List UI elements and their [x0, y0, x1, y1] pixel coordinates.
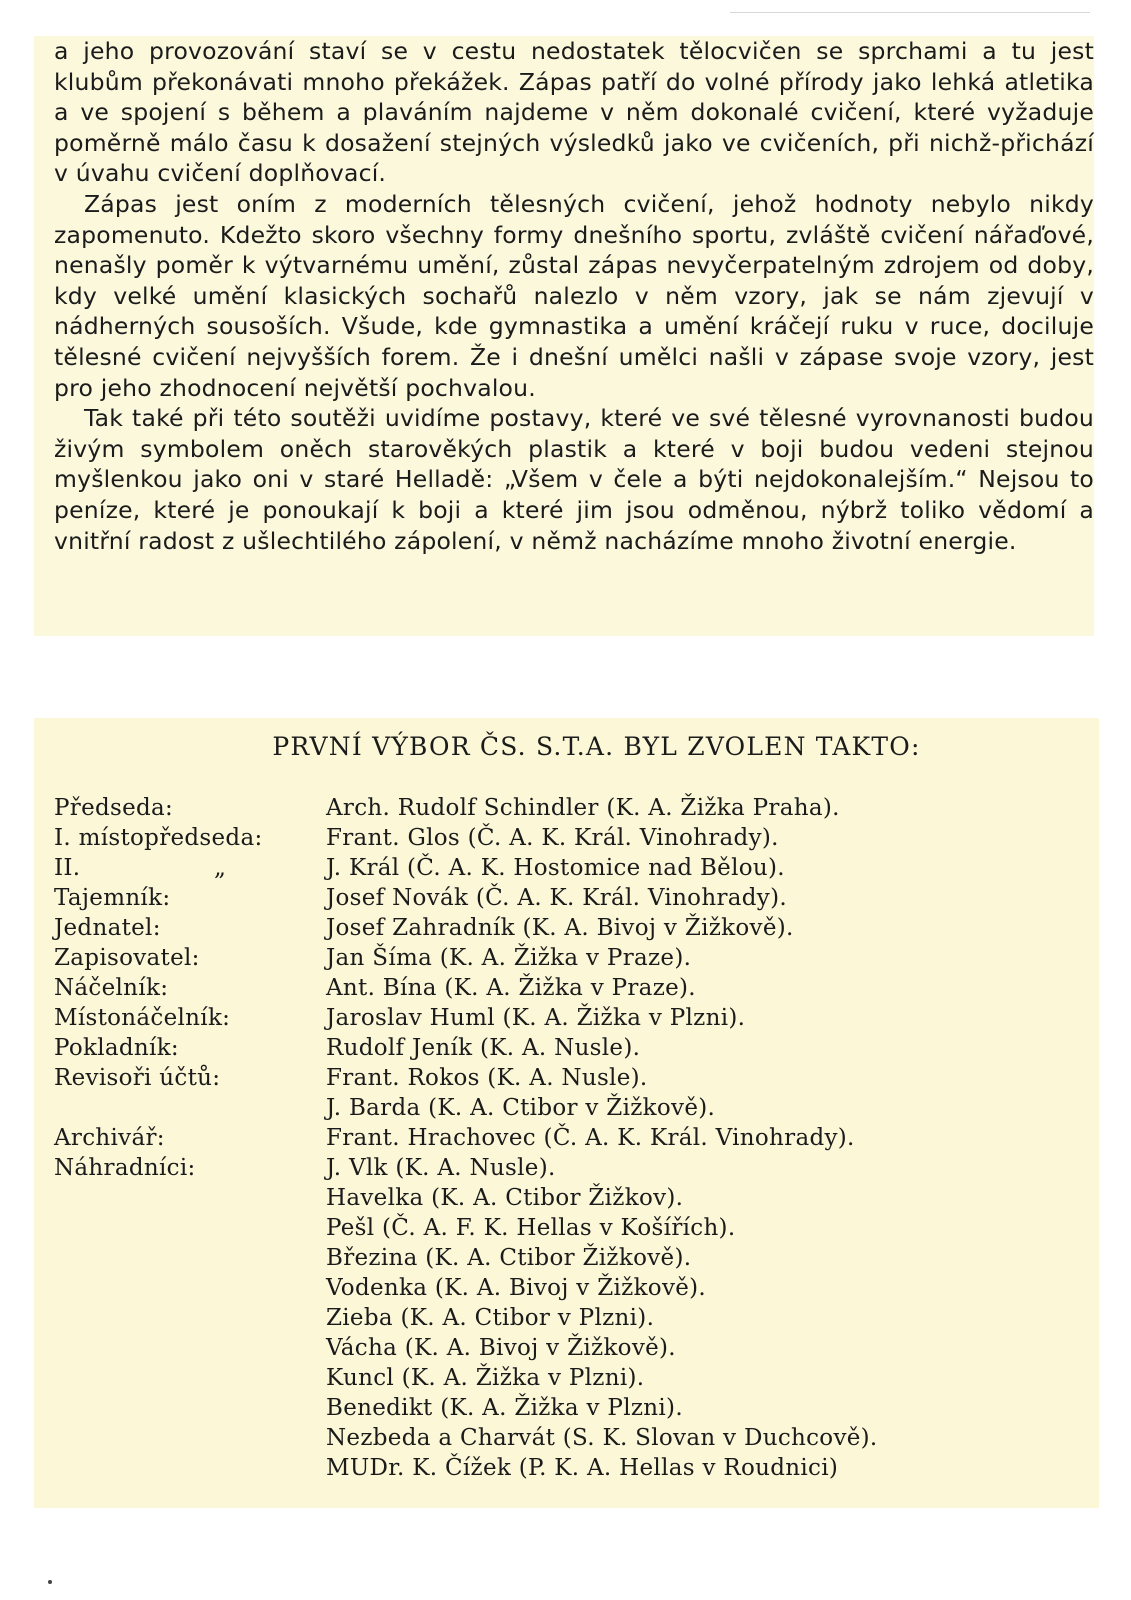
roster-row — [54, 883, 1094, 913]
roster-row — [54, 1033, 1094, 1063]
role-label — [54, 1273, 326, 1303]
roster-row — [54, 973, 1094, 1003]
member-name: Pešl (Č. A. F. K. Hellas v Košířích). — [326, 1215, 736, 1241]
role-label: Předseda: — [54, 795, 174, 821]
roster-row — [54, 853, 1094, 883]
member-name: Nezbeda a Charvát (S. K. Slovan v Duchcově). — [326, 1425, 878, 1451]
roster-row — [54, 1243, 1094, 1273]
member-name: Rudolf Jeník (K. A. Nusle). — [326, 1035, 641, 1061]
role-label — [54, 1393, 326, 1423]
member-name: MUDr. K. Čížek (P. K. A. Hellas v Roudnici) — [326, 1455, 839, 1481]
member-name: J. Barda (K. A. Ctibor v Žižkově). — [326, 1095, 716, 1121]
member-name: Kuncl (K. A. Žižka v Plzni). — [326, 1365, 645, 1391]
page-edge-line — [730, 12, 1090, 13]
member-name: Jaroslav Huml (K. A. Žižka v Plzni). — [326, 1005, 746, 1031]
paragraph-3: Tak také při této soutěži uvidíme postavy, které ve své tělesné vyrovnanosti budou živým symbolem oněch starověkých plastik a které v boji budou vedeni stejnou myšlenkou jako oni v staré Helladě: „Všem v čele a býti nejdokonalejším.“ Nejsou to peníze, které je ponoukají k boji a které jim jsou odměnou, nýbrž toliko vědomí a vnitřní radost z ušlechtilého zápolení, v němž nacházíme mnoho životní energie. — [54, 404, 1094, 555]
role-label — [54, 1213, 326, 1243]
member-name: Josef Zahradník (K. A. Bivoj v Žižkově). — [326, 915, 794, 941]
role-label: Pokladník: — [54, 1035, 179, 1061]
role-label — [54, 1453, 326, 1483]
role-label: Archivář: — [54, 1125, 165, 1151]
roster-row — [54, 1303, 1094, 1333]
roster-row — [54, 823, 1094, 853]
roster-row — [54, 1423, 1094, 1453]
member-name: Frant. Glos (Č. A. K. Král. Vinohrady). — [326, 825, 779, 851]
role-label: Revisoři účtů: — [54, 1065, 221, 1091]
role-label: Náčelník: — [54, 975, 169, 1001]
member-name: Březina (K. A. Ctibor Žižkově). — [326, 1245, 692, 1271]
member-name: J. Král (Č. A. K. Hostomice nad Bělou). — [326, 855, 785, 881]
role-label — [54, 1243, 326, 1273]
member-name: Frant. Rokos (K. A. Nusle). — [326, 1065, 648, 1091]
scan-speck — [48, 1580, 52, 1584]
member-name: Zieba (K. A. Ctibor v Plzni). — [326, 1305, 655, 1331]
member-name: Ant. Bína (K. A. Žižka v Praze). — [326, 975, 696, 1001]
role-label: I. místopředseda: — [54, 825, 263, 851]
committee-roster — [54, 793, 1094, 1483]
roster-row — [54, 1123, 1094, 1153]
role-label — [54, 1183, 326, 1213]
member-name: J. Vlk (K. A. Nusle). — [326, 1155, 556, 1181]
role-label: Jednatel: — [54, 915, 161, 941]
roster-row — [54, 793, 1094, 823]
role-label — [54, 853, 326, 883]
roster-row — [54, 1063, 1094, 1093]
roster-row — [54, 1273, 1094, 1303]
roster-row — [54, 1093, 1094, 1123]
paragraph-1: a jeho provozování staví se v cestu nedostatek tělocvičen se sprchami a tu jest klubům překonávati mnoho překážek. Zápas patří do volné přírody jako lehká atletika a ve spojení s během a plaváním najdeme v něm dokonalé cvičení, které vyžaduje poměrně málo času k dosažení stejných výsledků jako ve cvičeních, při nichž-přichází v úvahu cvičení doplňovací. — [54, 37, 1094, 188]
member-name: Josef Novák (Č. A. K. Král. Vinohrady). — [326, 885, 787, 911]
role-label — [54, 1093, 326, 1123]
ditto-mark: „ — [214, 855, 227, 881]
roster-row — [54, 1393, 1094, 1423]
role-number: II. — [54, 855, 81, 881]
committee-title: PRVNÍ VÝBOR ČS. S.T.A. BYL ZVOLEN TAKTO: — [272, 732, 921, 761]
role-label — [54, 1333, 326, 1363]
member-name: Jan Šíma (K. A. Žižka v Praze). — [326, 945, 692, 971]
role-label: Tajemník: — [54, 885, 171, 911]
member-name: Frant. Hrachovec (Č. A. K. Král. Vinohrady). — [326, 1125, 855, 1151]
roster-row — [54, 913, 1094, 943]
member-name: Benedikt (K. A. Žižka v Plzni). — [326, 1395, 683, 1421]
role-label: Náhradníci: — [54, 1155, 196, 1181]
member-name: Vácha (K. A. Bivoj v Žižkově). — [326, 1335, 676, 1361]
role-label — [54, 1363, 326, 1393]
roster-row — [54, 1363, 1094, 1393]
roster-row — [54, 1183, 1094, 1213]
committee-box — [34, 718, 1099, 1508]
role-label — [54, 1423, 326, 1453]
role-label: Místonáčelník: — [54, 1005, 231, 1031]
roster-row — [54, 1153, 1094, 1183]
paragraph-2: Zápas jest oním z moderních tělesných cvičení, jehož hodnoty nebylo nikdy zapomenuto. Kdežto skoro všechny formy dnešního sportu, zvláště cvičení nářaďové, nenašly poměr k výtvarnému umění, zůstal zápas nevyčerpatelným zdrojem od doby, kdy velké umění klasických sochařů nalezlo v něm vzory, jak se nám zjevují v nádherných sousoších. Všude, kde gymnastika a umění kráčejí ruku v ruce, dociluje tělesné cvičení nejvyšších forem. Že i dnešní umělci našli v zápase svoje vzory, jest pro jeho zhodnocení největší pochvalou. — [54, 189, 1094, 402]
roster-row — [54, 1213, 1094, 1243]
roster-row — [54, 1333, 1094, 1363]
body-text-block — [34, 36, 1094, 636]
role-label — [54, 1303, 326, 1333]
member-name: Arch. Rudolf Schindler (K. A. Žižka Praha). — [326, 795, 840, 821]
roster-row — [54, 943, 1094, 973]
member-name: Havelka (K. A. Ctibor Žižkov). — [326, 1185, 684, 1211]
roster-row — [54, 1453, 1094, 1483]
member-name: Vodenka (K. A. Bivoj v Žižkově). — [326, 1275, 707, 1301]
roster-row — [54, 1003, 1094, 1033]
role-label: Zapisovatel: — [54, 945, 200, 971]
